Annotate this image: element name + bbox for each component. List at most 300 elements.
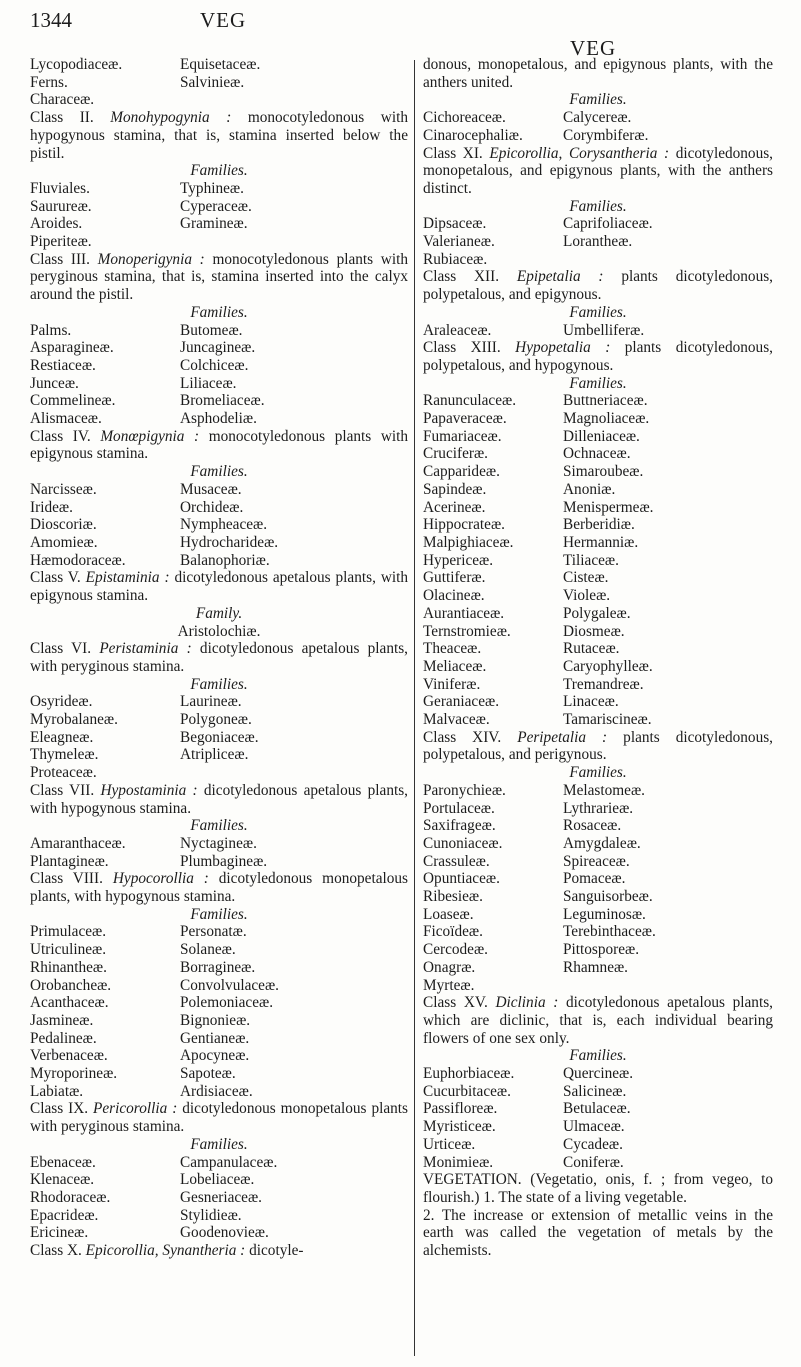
- class-paragraph: [30, 1100, 408, 1135]
- family-name: Simaroubeæ.: [563, 463, 644, 481]
- family-name: Hæmodoraceæ.: [30, 551, 126, 569]
- family-row: [423, 1065, 773, 1083]
- family-name: Salvinieæ.: [180, 73, 245, 91]
- family-name: Ferns.: [30, 73, 68, 91]
- family-row: [30, 392, 408, 410]
- family-name: Verbenaceæ.: [30, 1047, 108, 1065]
- family-name: Terebinthaceæ.: [563, 923, 656, 941]
- family-row: [423, 481, 773, 499]
- family-name: Personatæ.: [180, 923, 247, 941]
- family-row: [423, 623, 773, 641]
- family-name: Dioscoriæ.: [30, 516, 97, 534]
- family-name: Tamariscineæ.: [563, 711, 652, 729]
- family-row: [423, 1154, 773, 1172]
- families-heading: Families.: [190, 905, 248, 923]
- family-row: [30, 746, 408, 764]
- family-name: Rhodoraceæ.: [30, 1189, 111, 1206]
- family-name: Hypericeæ.: [423, 551, 494, 569]
- families-heading: Family.: [195, 604, 243, 622]
- class-name: Epicorollia, Corysantheria :: [489, 144, 670, 162]
- family-name: Araleaceæ.: [423, 321, 492, 339]
- paragraph-lead: Class VI.: [30, 640, 100, 658]
- family-name: Cyperaceæ.: [180, 197, 252, 215]
- class-paragraph: [423, 145, 773, 198]
- class-paragraph: [423, 56, 773, 91]
- class-paragraph: [423, 994, 773, 1047]
- family-row: [423, 835, 773, 853]
- family-name: Eleagneæ.: [30, 728, 94, 746]
- paragraph-lead: VEGETATION.: [423, 1171, 531, 1189]
- paragraph-text: dicotyledonous apetalous plants, with epigynous stamina.: [30, 569, 409, 605]
- paragraph-lead: Class X.: [30, 1242, 86, 1260]
- family-name: Campanulaceæ.: [180, 1153, 278, 1171]
- family-name: Salicineæ.: [563, 1082, 627, 1100]
- family-name: Myroporineæ.: [30, 1065, 118, 1083]
- family-row: [30, 693, 408, 711]
- family-name: Caprifoliaceæ.: [563, 215, 653, 233]
- family-name: Proteaceæ.: [30, 764, 97, 782]
- family-name: Amaranthaceæ.: [30, 834, 126, 852]
- family-name: Saxifrageæ.: [423, 817, 496, 835]
- right-column: [423, 56, 773, 1260]
- family-name: Rhamneæ.: [563, 958, 629, 976]
- family-row: [423, 693, 773, 711]
- class-paragraph: [423, 729, 773, 764]
- families-heading: Families.: [190, 1135, 248, 1153]
- family-name: Papaveraceæ.: [423, 410, 507, 428]
- family-name: Goodenovieæ.: [180, 1224, 269, 1242]
- family-name: Stylidieæ.: [180, 1206, 242, 1224]
- family-name: Polygoneæ.: [180, 711, 252, 729]
- class-paragraph: [423, 339, 773, 374]
- family-row: [30, 499, 408, 517]
- family-row: [423, 534, 773, 552]
- family-name: Alismaceæ.: [30, 410, 102, 428]
- family-row: [30, 481, 408, 499]
- family-name: Dilleniaceæ.: [563, 427, 640, 445]
- family-name: Myrobalaneæ.: [30, 711, 118, 729]
- family-row: [30, 1207, 408, 1225]
- family-row: [30, 1171, 408, 1189]
- families-heading: Families.: [569, 764, 627, 782]
- family-row: [30, 941, 408, 959]
- family-row: [30, 534, 408, 552]
- family-row: [30, 835, 408, 853]
- family-name: Cisteæ.: [563, 569, 609, 587]
- family-row: [30, 994, 408, 1012]
- family-name: Melastomeæ.: [563, 781, 645, 799]
- family-row: [30, 959, 408, 977]
- family-row: [423, 800, 773, 818]
- paragraph-text: plants dicotyledonous, polypetalous, and epigynous.: [423, 268, 773, 304]
- family-name: Pittosporeæ.: [563, 941, 640, 959]
- family-name: Cunoniaceæ.: [423, 834, 503, 852]
- family-name: Ardisiaceæ.: [180, 1082, 253, 1100]
- family-name: Epacrideæ.: [30, 1206, 99, 1224]
- paragraph-lead: Class XI.: [423, 144, 490, 162]
- family-name: Amomieæ.: [30, 533, 98, 551]
- family-row: [423, 1118, 773, 1136]
- family-name: Anoniæ.: [563, 480, 616, 498]
- family-name: Acanthaceæ.: [30, 994, 109, 1012]
- family-name: Violeæ.: [563, 587, 611, 605]
- family-row: [30, 711, 408, 729]
- family-name: Monimieæ.: [423, 1153, 494, 1171]
- family-name: Hermanniæ.: [563, 533, 639, 551]
- family-row: [30, 1065, 408, 1083]
- page-number: 1344: [30, 8, 72, 32]
- paragraph-lead: Class XIV.: [423, 728, 518, 746]
- family-name: Primulaceæ.: [30, 923, 107, 941]
- family-name: Cycadeæ.: [563, 1135, 623, 1153]
- family-name: Nympheaceæ.: [180, 516, 268, 534]
- class-paragraph: [30, 640, 408, 675]
- family-name: Balanophoriæ.: [180, 551, 270, 569]
- family-name: Klenaceæ.: [30, 1171, 95, 1189]
- family-row: [423, 888, 773, 906]
- class-paragraph: [423, 268, 773, 303]
- class-paragraph: [30, 428, 408, 463]
- family-name: Hippocrateæ.: [423, 516, 505, 534]
- family-row: [423, 410, 773, 428]
- family-row: [30, 180, 408, 198]
- paragraph-text: dicotyledonous apetalous plants, with hypogynous stamina.: [30, 781, 409, 817]
- family-row: [30, 198, 408, 216]
- paragraph-lead: Class XV.: [423, 994, 496, 1012]
- family-name: Pomaceæ.: [563, 870, 626, 888]
- family-row: [30, 1224, 408, 1242]
- family-row: [423, 640, 773, 658]
- family-row: [30, 322, 408, 340]
- running-head-left: VEG: [200, 8, 247, 32]
- family-name: Opuntiaceæ.: [423, 870, 500, 888]
- paragraph-lead: Class XII.: [423, 268, 517, 286]
- family-name: Osyrideæ.: [30, 693, 93, 711]
- class-name: Monœpigynia :: [100, 427, 200, 445]
- paragraph-text: dicotyledonous apetalous plants, which are diclinic, that is, each individual bearing flowers of one sex only.: [423, 994, 773, 1047]
- family-name: Cercodeæ.: [423, 941, 488, 959]
- family-name: Lythrarieæ.: [563, 799, 634, 817]
- paragraph-text: monocotyledonous plants with peryginous stamina, that is, stamina inserted into the calyx around the pistil.: [30, 250, 409, 304]
- family-name: Junceæ.: [30, 374, 79, 392]
- family-name: Myristiceæ.: [423, 1118, 496, 1136]
- family-name: Valerianeæ.: [423, 233, 495, 251]
- class-paragraph: [423, 1207, 773, 1260]
- column-divider: [414, 60, 415, 1356]
- family-name: Menispermeæ.: [563, 498, 654, 516]
- paragraph-lead: Class VII.: [30, 781, 101, 799]
- family-name: Linaceæ.: [563, 693, 619, 711]
- family-name: Rutaceæ.: [563, 640, 620, 658]
- class-name: Pericorollia :: [93, 1100, 178, 1118]
- family-name: Urticeæ.: [423, 1135, 476, 1153]
- family-row: [423, 1083, 773, 1101]
- family-row: [423, 233, 773, 251]
- family-row: [30, 923, 408, 941]
- family-name: Piperiteæ.: [30, 233, 92, 251]
- families-heading: Families.: [569, 1047, 627, 1065]
- family-name: Calycereæ.: [563, 109, 632, 127]
- family-name: Lycopodiaceæ.: [30, 56, 123, 73]
- family-row: [423, 1136, 773, 1154]
- family-name: Apocyneæ.: [180, 1047, 250, 1065]
- family-name: Ericineæ.: [30, 1224, 89, 1242]
- paragraph-lead: Class II.: [30, 109, 111, 127]
- family-row: [30, 1047, 408, 1065]
- family-name: Cinarocephaliæ.: [423, 126, 523, 144]
- family-name: Caryophylleæ.: [563, 657, 653, 675]
- family-name: Saurureæ.: [30, 197, 92, 215]
- family-name: Equisetaceæ.: [180, 56, 261, 73]
- family-name: Restiaceæ.: [30, 356, 96, 374]
- family-name: Portulaceæ.: [423, 799, 495, 817]
- family-name: Ebenaceæ.: [30, 1153, 96, 1171]
- family-name: Sapindeæ.: [423, 480, 487, 498]
- family-row: [30, 853, 408, 871]
- family-name: Ulmaceæ.: [563, 1118, 625, 1136]
- family-row: [30, 1154, 408, 1172]
- family-name: Spireaceæ.: [563, 852, 630, 870]
- family-row: [423, 959, 773, 977]
- family-name: Diosmeæ.: [563, 622, 625, 640]
- family-name: Polygaleæ.: [563, 604, 631, 622]
- class-name: Hypostaminia :: [100, 781, 198, 799]
- family-row: [30, 410, 408, 428]
- family-row: [423, 587, 773, 605]
- family-name: Malvaceæ.: [423, 711, 490, 729]
- family-name: Buttneriaceæ.: [563, 392, 648, 410]
- family-name: Olacineæ.: [423, 587, 485, 605]
- paragraph-text: dicotyledonous monopetalous plants, with hypogynous stamina.: [30, 870, 408, 906]
- family-name: Bignonieæ.: [180, 1011, 251, 1029]
- family-name: Magnoliaceæ.: [563, 410, 650, 428]
- family-row: [423, 605, 773, 623]
- family-name: Rhinantheæ.: [30, 958, 107, 976]
- paragraph-text: plants dicotyledonous, polypetalous, and perigynous.: [423, 728, 774, 764]
- class-name: Epistaminia :: [85, 569, 170, 587]
- family-name: Nyctagineæ.: [180, 834, 257, 852]
- family-name: Fumariaceæ.: [423, 427, 502, 445]
- family-row: [30, 56, 408, 74]
- family-name: Atripliceæ.: [180, 746, 249, 764]
- family-name: Musaceæ.: [180, 480, 242, 498]
- family-name: Borragineæ.: [180, 958, 256, 976]
- family-name: Lorantheæ.: [563, 233, 633, 251]
- left-column: [30, 56, 408, 1260]
- family-name: Plantagineæ.: [30, 852, 109, 870]
- family-name: Sanguisorbeæ.: [563, 888, 653, 906]
- family-name: Amygdaleæ.: [563, 834, 641, 852]
- family-row: [423, 445, 773, 463]
- family-row: [423, 516, 773, 534]
- family-name: Guttiferæ.: [423, 569, 486, 587]
- family-name: Betulaceæ.: [563, 1100, 631, 1118]
- family-name: Aurantiaceæ.: [423, 604, 505, 622]
- family-name: Berberidiæ.: [563, 516, 635, 534]
- family-name: Asparagineæ.: [30, 339, 114, 357]
- family-row: [423, 428, 773, 446]
- paragraph-lead: Class V.: [30, 569, 86, 587]
- family-row: [423, 127, 773, 145]
- family-row: [423, 552, 773, 570]
- family-name: Solaneæ.: [180, 941, 236, 959]
- family-name: Juncagineæ.: [180, 339, 256, 357]
- family-name: Capparideæ.: [423, 463, 500, 481]
- family-name: Typhineæ.: [180, 179, 244, 197]
- family-name: Labiatæ.: [30, 1082, 84, 1100]
- families-heading: Families.: [190, 675, 248, 693]
- paragraph-lead: Class III.: [30, 250, 98, 268]
- family-name: Characeæ.: [30, 91, 95, 109]
- family-row: [30, 74, 408, 92]
- family-row: [423, 941, 773, 959]
- family-row: [423, 817, 773, 835]
- family-name: Ternstromieæ.: [423, 622, 511, 640]
- family-row: [423, 569, 773, 587]
- family-name: Thymeleæ.: [30, 746, 99, 764]
- class-name: Hypopetalia :: [515, 339, 611, 357]
- family-name: Irideæ.: [30, 498, 73, 516]
- family-row: [423, 923, 773, 941]
- family-name: Malpighiaceæ.: [423, 533, 514, 551]
- family-row: [423, 109, 773, 127]
- family-name: Polemoniaceæ.: [180, 994, 274, 1012]
- class-name: Epicorollia, Synantheria :: [85, 1242, 246, 1260]
- family-row: [30, 552, 408, 570]
- family-name: Hydrocharideæ.: [180, 533, 279, 551]
- family-name: Umbelliferæ.: [563, 321, 645, 339]
- family-name: Asphodeliæ.: [180, 410, 257, 428]
- paragraph-text: (Vegetatio, onis, f. ; from vegeo, to flourish.) 1. The state of a living vegetable.: [423, 1171, 773, 1206]
- family-name: Narcisseæ.: [30, 480, 97, 498]
- family-row: [423, 392, 773, 410]
- family-name: Sapoteæ.: [180, 1065, 236, 1083]
- family-row: [423, 870, 773, 888]
- page-header: [0, 0, 801, 60]
- family-name: Pedalineæ.: [30, 1029, 97, 1047]
- family-row: [30, 516, 408, 534]
- family-name: Gentianeæ.: [180, 1029, 250, 1047]
- class-paragraph: [30, 109, 408, 162]
- paragraph-lead: Class IX.: [30, 1100, 94, 1118]
- family-row: [30, 1083, 408, 1101]
- class-name: Peristaminia :: [99, 640, 192, 658]
- family-name: Onagræ.: [423, 958, 476, 976]
- family-name: Crassuleæ.: [423, 852, 490, 870]
- family-row: [30, 729, 408, 747]
- family-name: Loaseæ.: [423, 905, 474, 923]
- family-row: [423, 782, 773, 800]
- paragraph-text: dicotyledonous, monopetalous, and epigynous plants, with the anthers distinct.: [423, 144, 774, 197]
- family-name: Tiliaceæ.: [563, 551, 619, 569]
- family-row: [423, 676, 773, 694]
- family-name: Ribesieæ.: [423, 888, 483, 906]
- paragraph-text: monocotyledonous plants with epigynous stamina.: [30, 427, 409, 463]
- family-name: Coniferæ.: [563, 1153, 624, 1171]
- family-name: Passifloreæ.: [423, 1100, 498, 1118]
- paragraph-text: 2. The increase or extension of metallic veins in the earth was called the vegetation of metals by the alchemists.: [423, 1206, 773, 1260]
- paragraph-lead: Class VIII.: [30, 870, 113, 888]
- class-paragraph: [30, 251, 408, 304]
- paragraph-lead: Class IV.: [30, 427, 101, 445]
- family-name: Liliaceæ.: [180, 374, 237, 392]
- family-row: [423, 711, 773, 729]
- paragraph-text: donous, monopetalous, and epigynous plants, with the anthers united.: [423, 56, 773, 91]
- class-paragraph: [30, 782, 408, 817]
- class-name: Monohypogynia :: [110, 109, 232, 127]
- family-name: Aristolochiæ.: [177, 622, 261, 640]
- families-heading: Families.: [190, 817, 248, 835]
- family-row: [30, 1030, 408, 1048]
- family-name: Colchiceæ.: [180, 356, 249, 374]
- paragraph-text: plants dicotyledonous, polypetalous, and hypogynous.: [423, 339, 773, 374]
- family-name: Ranunculaceæ.: [423, 392, 517, 410]
- families-heading: Families.: [569, 197, 627, 215]
- family-name: Euphorbiaceæ.: [423, 1065, 515, 1083]
- family-row: [423, 215, 773, 233]
- running-head-right: VEG: [570, 36, 617, 60]
- families-heading: Families.: [569, 374, 627, 392]
- family-name: Acerineæ.: [423, 498, 486, 516]
- family-name: Dipsaceæ.: [423, 215, 487, 233]
- family-name: Ochnaceæ.: [563, 445, 631, 463]
- family-row: [30, 375, 408, 393]
- family-name: Cucurbitaceæ.: [423, 1082, 511, 1100]
- families-heading: Families.: [190, 162, 248, 180]
- family-row: [30, 1012, 408, 1030]
- family-name: Utriculineæ.: [30, 941, 107, 959]
- paragraph-lead: Class XIII.: [423, 339, 516, 357]
- family-row: [423, 322, 773, 340]
- family-row: [30, 215, 408, 233]
- family-name: Rubiaceæ.: [423, 250, 488, 268]
- families-heading: Families.: [569, 91, 627, 109]
- families-heading: Families.: [190, 303, 248, 321]
- family-name: Gramineæ.: [180, 215, 248, 233]
- paragraph-text: dicotyle-: [245, 1242, 304, 1260]
- class-name: Epipetalia :: [516, 268, 604, 286]
- family-row: [423, 658, 773, 676]
- family-row: [30, 357, 408, 375]
- family-name: Butomeæ.: [180, 321, 243, 339]
- family-name: Corymbiferæ.: [563, 126, 649, 144]
- class-paragraph: [30, 870, 408, 905]
- class-paragraph: [423, 1171, 773, 1206]
- paragraph-text: dicotyledonous monopetalous plants with peryginous stamina.: [30, 1100, 408, 1136]
- family-name: Ficoïdeæ.: [423, 923, 483, 941]
- families-heading: Families.: [569, 303, 627, 321]
- class-name: Peripetalia :: [517, 728, 608, 746]
- family-row: [423, 499, 773, 517]
- paragraph-text: monocotyledonous with hypogynous stamina, that is, stamina inserted below the pistil.: [30, 109, 408, 162]
- family-row: [423, 853, 773, 871]
- class-paragraph: [30, 569, 408, 604]
- family-name: Laurineæ.: [180, 693, 242, 711]
- class-name: Diclinia :: [495, 994, 559, 1012]
- family-row: [423, 463, 773, 481]
- family-name: Geraniaceæ.: [423, 693, 500, 711]
- family-name: Myrteæ.: [423, 976, 475, 994]
- family-name: Orchideæ.: [180, 498, 244, 516]
- family-name: Paronychieæ.: [423, 781, 506, 799]
- family-name: Lobeliaceæ.: [180, 1171, 255, 1189]
- family-name: Tremandreæ.: [563, 675, 644, 693]
- family-name: Quercineæ.: [563, 1065, 634, 1083]
- family-name: Rosaceæ.: [563, 817, 622, 835]
- family-row: [30, 1189, 408, 1207]
- family-name: Fluviales.: [30, 179, 90, 197]
- family-name: Meliaceæ.: [423, 657, 487, 675]
